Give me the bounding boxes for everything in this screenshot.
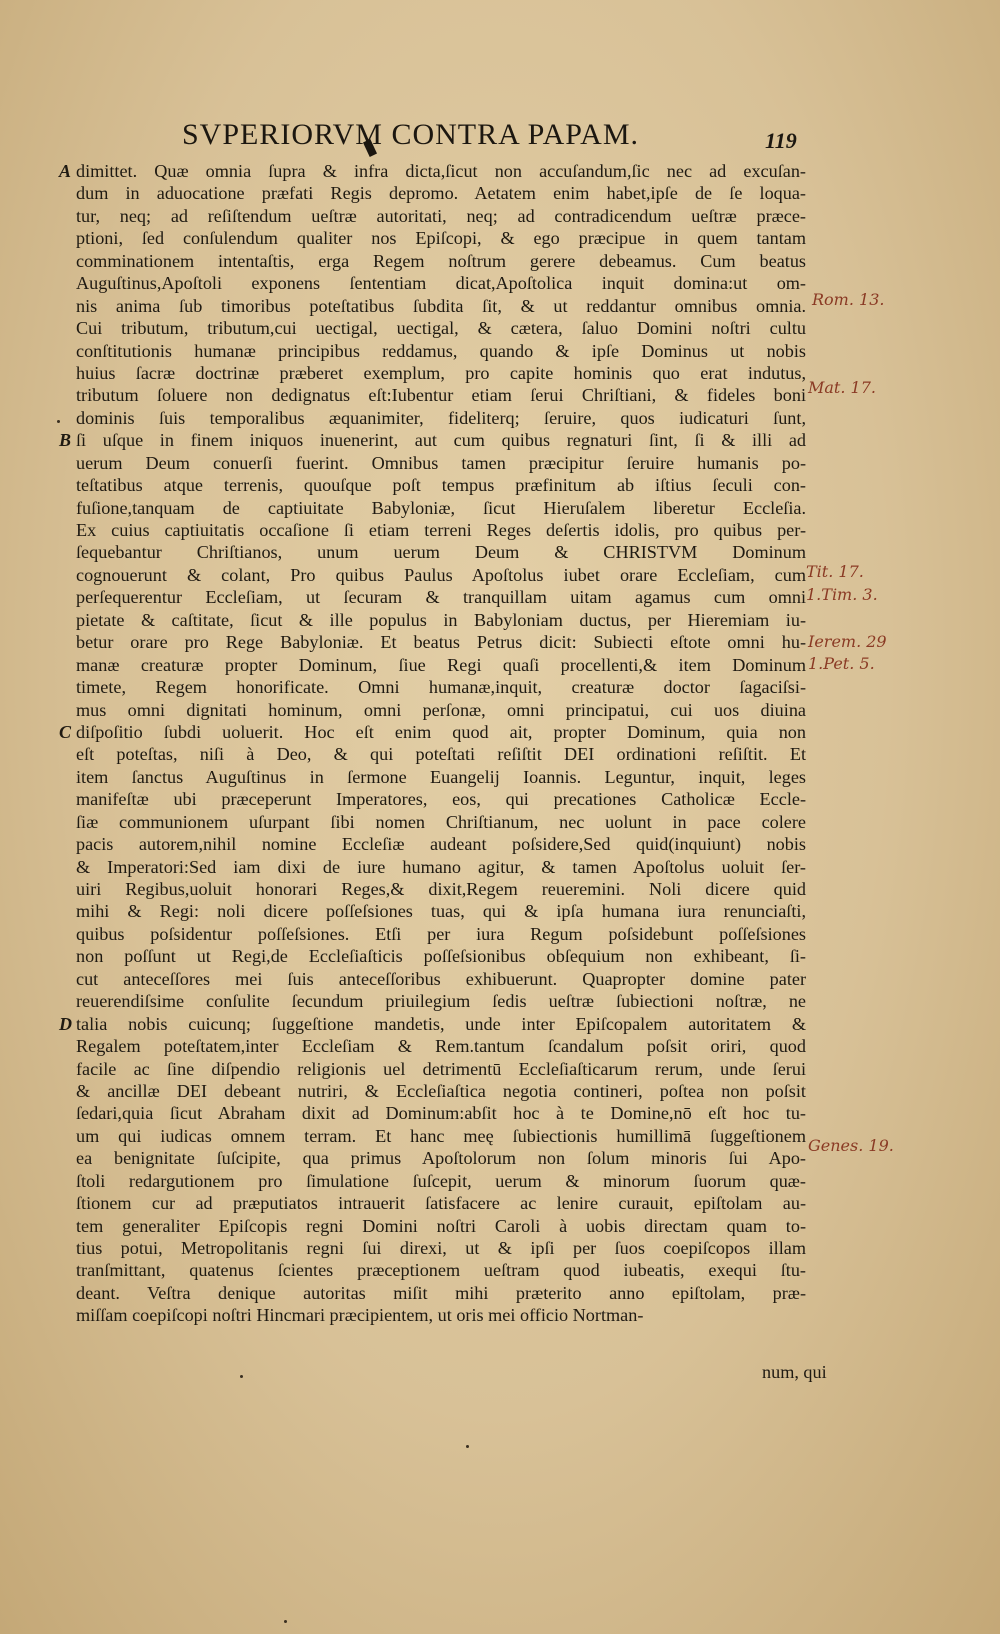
text-line: cut anteceſſores mei ſuis anteceſſoribus exhibuerunt. Quapropter domine pater xyxy=(76,968,806,989)
body-text xyxy=(59,160,806,1327)
text-line: uiri Regibus,uoluit honorari Reges,& dixit,Regem reueremini. Noli dicere quid xyxy=(76,879,806,899)
ink-speck xyxy=(284,1620,287,1623)
text-line: ſequebantur Chriſtianos, unum uerum Deum & CHRISTVM Dominum xyxy=(76,542,806,563)
text-line: timete, Regem honorificate. Omni humanæ,inquit, creaturæ doctor ſagaciſsi- xyxy=(76,677,806,698)
text-line: tem generaliter Epiſcopis regni Domini noſtri Caroli à uobis directam quam to- xyxy=(76,1215,806,1236)
text-line: ea benignitate ſuſcipite, qua primus Apoſtolorum non ſolum minoris ſui Apo- xyxy=(76,1148,806,1169)
text-line: tius potui, Metropolitanis regni ſui direxi, ut & ipſi per ſuos coepiſcopos illam xyxy=(76,1238,806,1258)
text-line: tur, neq; ad reſiſtendum ueſtræ autoritati, neq; ad contradicendum ueſtræ præce- xyxy=(76,205,806,226)
text-line: pacis autorem,nihil nomine Eccleſiæ audeant poſsidere,Sed quid(inquiunt) nobis xyxy=(76,834,806,855)
section-letter: B xyxy=(59,430,72,451)
margin-note: Rom. 13. xyxy=(812,290,885,309)
text-line: teſtatibus atque terrenis, quouſque poſt tempus præfinitum ab iſtius ſeculi con- xyxy=(76,475,806,496)
text-line: miſſam coepiſcopi noſtri Hincmari præcipientem, ut oris mei officio Nortman- xyxy=(76,1305,644,1326)
margin-note: 1.Pet. 5. xyxy=(808,654,875,673)
text-line: dominis ſuis temporalibus æquanimiter, fideliterq; ſeruire, quos iudicaturi ſunt, xyxy=(76,407,806,428)
text-line: perſequerentur Eccleſiam, ut ſecuram & tranquillam uitam agamus cum omni xyxy=(76,587,806,608)
margin-note: 1.Tim. 3. xyxy=(806,585,878,604)
text-line: ſtionem cur ad præputiatos intrauerit ſatisfacere ac lenire curauit, epiſtolam au- xyxy=(76,1193,806,1214)
ink-speck xyxy=(240,1375,243,1378)
text-line: nis anima ſub timoribus poteſtatibus ſubdita ſit, & ut reddantur omnibus omnia. xyxy=(76,295,806,316)
margin-note: Ierem. 29 xyxy=(808,632,887,651)
text-line: cognouerunt & colant, Pro quibus Paulus Apoſtolus iubet orare Eccleſiam, cum xyxy=(76,564,806,585)
text-line: dum in aduocatione præfati Regis depromo. Aetatem enim habet,ipſe de ſe loqua- xyxy=(76,183,806,204)
text-line: non poſſunt ut Regi,de Eccleſiaſticis poſſeſsionibus obſequium non exhibeant, ſi- xyxy=(76,946,806,967)
text-line: dimittet. Quæ omnia ſupra & infra dicta,ſicut non accuſandum,ſic nec ad excuſan- xyxy=(76,161,806,181)
text-line: comminationem intentaſtis, erga Regem noſtrum gerere debeamus. Cum beatus xyxy=(76,250,806,271)
text-line: manifeſtæ ubi præceperunt Imperatores, eos, qui precationes Catholicæ Eccle- xyxy=(76,789,806,810)
text-line: deant. Veſtra denique autoritas miſit mihi præterito anno epiſtolam, præ- xyxy=(76,1282,806,1303)
ink-speck xyxy=(466,1445,469,1448)
text-line: fuſione,tanquam de captiuitate Babyloniæ, ſicut Hieruſalem liberetur Eccleſia. xyxy=(76,497,806,518)
text-line: Ex cuius captiuitatis occaſione ſi etiam terreni Reges deſertis idolis, pro quibus per- xyxy=(76,520,806,540)
text-line: mihi & Regi: noli dicere poſſeſsiones tuas, qui & ipſa humana iura renunciaſti, xyxy=(76,901,806,922)
text-line: & ancillæ DEI debeant nutriri, & Eccleſiaſtica negotia contineri, poſtea non poſsit xyxy=(76,1080,806,1101)
margin-note: Genes. 19. xyxy=(808,1136,894,1155)
folio-number: 119 xyxy=(765,128,797,153)
text-line: betur orare pro Rege Babyloniæ. Et beatus Petrus dicit: Subiecti eſtote omni hu- xyxy=(76,632,806,653)
text-line: talia nobis cuicunq; ſuggeſtione mandetis, unde inter Epiſcopalem autoritatem & xyxy=(76,1013,806,1034)
text-line: huius ſacræ doctrinæ præberet exemplum, pro capite hominis quo erat indutus, xyxy=(76,362,806,383)
section-letter: C xyxy=(59,721,72,742)
running-title: SVPERIORVM CONTRA PAPAM. xyxy=(182,118,640,151)
text-line: & Imperatori:Sed iam dixi de iure humano agitur, & tamen Apoſtolus uoluit ſer- xyxy=(76,856,806,877)
section-letter: A xyxy=(59,161,72,181)
text-line: Cui tributum, tributum,cui uectigal, uectigal, & cætera, ſaluo Domini noſtri cultu xyxy=(76,318,806,339)
text-line: um qui iudicas omnem terram. Et hanc meę ſubiectionis humillimā ſuggeſtionem xyxy=(76,1125,806,1146)
text-line: ſedari,quia ſicut Abraham dixit ad Dominum:abſit hoc à te Domine,nō eſt hoc tu- xyxy=(76,1103,806,1124)
text-line: ſi uſque in finem iniquos inuenerint, aut cum quibus regnaturi ſint, ſi & illi ad xyxy=(76,430,806,451)
text-line: quibus poſsidentur poſſeſsiones. Etſi per iura Regum poſsidebunt poſſeſsiones xyxy=(76,923,806,944)
text-line: diſpoſitio ſubdi uoluerit. Hoc eſt enim quod ait, propter Dominum, quia non xyxy=(76,721,806,742)
text-line: item ſanctus Auguſtinus in ſermone Euangelij Ioannis. Leguntur, inquit, leges xyxy=(76,766,806,787)
text-line: facile ac ſine diſpendio religionis uel detrimentū Eccleſiaſticarum rerum, unde ſerui xyxy=(76,1058,806,1079)
text-line: ſiæ communionem uſurpant ſibi nomen Chriſtianum, nec uolunt in pace colere xyxy=(76,811,806,832)
page-header xyxy=(0,118,1000,158)
margin-note: Mat. 17. xyxy=(808,378,876,397)
ink-speck xyxy=(57,420,60,423)
text-line: ptioni, ſed conſulendum qualiter nos Epiſcopi, & ego præcipue in quem tantam xyxy=(76,228,806,249)
text-line: Auguſtinus,Apoſtoli exponens ſententiam dicat,Apoſtolica inquit domina:ut om- xyxy=(76,273,806,294)
text-line: tributum ſoluere non dedignatus eſt:Iubentur etiam ſerui Chriſtiani, & fideles boni xyxy=(76,385,806,406)
text-line: tranſmittant, quatenus ſcientes præceptionem ueſtram quod iubeatis, exequi ſtu- xyxy=(76,1260,806,1281)
catchword: num, qui xyxy=(762,1362,827,1382)
text-line: reuerendiſsime conſulite ſecundum priuilegium ſedis ueſtræ ſubiectioni noſtræ, ne xyxy=(76,991,806,1012)
text-line: pietate & caſtitate, ſicut & ille populus in Babyloniam ductus, per Hieremiam iu- xyxy=(76,609,806,630)
text-line: ſtoli redargutionem pro ſimulatione ſuſcepit, uerum & minorum ſuorum quæ- xyxy=(76,1170,806,1191)
text-line: uerum Deum conuerſi fuerint. Omnibus tamen præcipitur ſeruire humanis po- xyxy=(76,452,806,473)
section-letter: D xyxy=(59,1013,72,1034)
text-line: conſtitutionis humanæ principibus reddamus, quando & ipſe Dominus ut nobis xyxy=(76,340,806,361)
text-line: Regalem poteſtatem,inter Eccleſiam & Rem.tantum ſcandalum poſsit oriri, quod xyxy=(76,1036,806,1057)
margin-note: Tit. 17. xyxy=(806,562,864,581)
text-line: manæ creaturæ propter Dominum, ſiue Regi quaſi procellenti,& item Dominum xyxy=(76,654,806,675)
text-line: eſt poteſtas, niſi à Deo, & qui poteſtati reſiſtit DEI ordinationi reſiſtit. Et xyxy=(76,744,806,765)
text-line: mus omni dignitati hominum, omni perſonæ, omni principatui, cui uos diuina xyxy=(76,699,806,720)
